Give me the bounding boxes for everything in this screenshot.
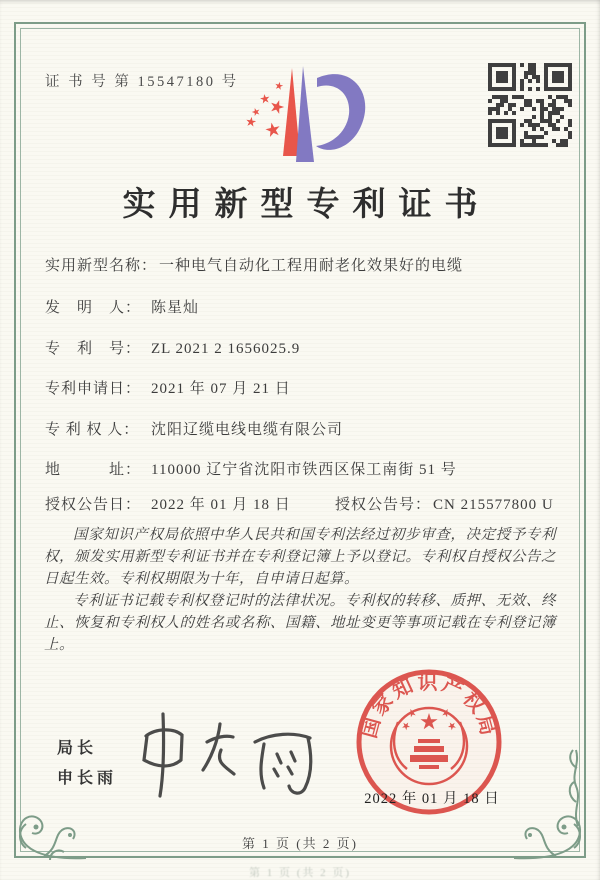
certificate-number: 证 书 号 第 15547180 号 — [45, 74, 239, 90]
field-value: 一种电气自动化工程用耐老化效果好的电缆 — [159, 258, 464, 274]
grant-number-pair — [335, 493, 554, 514]
certificate-title: 实用新型专利证书 — [122, 187, 491, 223]
field-label: 专 利 权 人： — [45, 422, 140, 438]
legal-text — [44, 524, 556, 656]
field-value: 陈星灿 — [151, 300, 200, 316]
field-value: 2021 年 07 月 21 日 — [151, 381, 291, 397]
field-label: 授权公告号： — [335, 497, 432, 513]
field-label: 专利申请日： — [45, 381, 142, 397]
qr-code — [487, 62, 573, 148]
field-label: 专 利 号： — [45, 341, 142, 357]
page-number: 第 1 页 (共 2 页) — [242, 836, 358, 851]
field-row-address — [45, 458, 457, 479]
field-row-patentee — [45, 418, 343, 439]
legal-paragraph-1: 国家知识产权局依照中华人民共和国专利法经过初步审查，决定授予专利权，颁发实用新型专利证书并在专利登记簿上予以登记。专利权自授权公告之日起生效。专利权期限为十年，自申请日起算。 — [44, 527, 556, 587]
field-label: 发 明 人： — [45, 300, 142, 316]
seal-date: 2022 年 01 月 18 日 — [364, 791, 500, 807]
signature-icon — [122, 706, 337, 804]
field-value: ZL 2021 2 1656025.9 — [151, 341, 301, 357]
legal-paragraph-2: 专利证书记载专利权登记时的法律状况。专利权的转移、质押、无效、终止、恢复和专利权人的姓名或名称、国籍、地址变更等事项记载在专利登记簿上。 — [44, 593, 556, 653]
field-value: 110000 辽宁省沈阳市铁西区保工南街 51 号 — [151, 462, 457, 478]
field-row-filing-date — [45, 377, 291, 398]
field-row-patent-no — [45, 337, 300, 358]
field-value: CN 215577800 U — [433, 497, 554, 513]
next-page-ghost-text: 第 1 页 (共 2 页) — [248, 867, 352, 879]
commissioner-title: 局长 — [57, 740, 98, 757]
field-row-inventor — [45, 296, 199, 317]
cnipa-logo-icon — [228, 55, 368, 167]
commissioner-name: 申长雨 — [57, 770, 118, 787]
field-label: 授权公告日： — [45, 497, 142, 513]
corner-ornament-right-icon — [512, 742, 590, 866]
field-row-grant — [45, 493, 554, 514]
field-label: 地 址： — [45, 462, 142, 478]
seal-agency-text: 国家知识产权局 — [358, 672, 500, 741]
field-value: 沈阳辽缆电线电缆有限公司 — [151, 422, 344, 438]
field-value: 2022 年 01 月 18 日 — [151, 497, 291, 513]
field-row-name — [45, 254, 463, 275]
corner-ornament-left-icon — [10, 796, 88, 866]
field-label: 实用新型名称： — [45, 258, 158, 274]
